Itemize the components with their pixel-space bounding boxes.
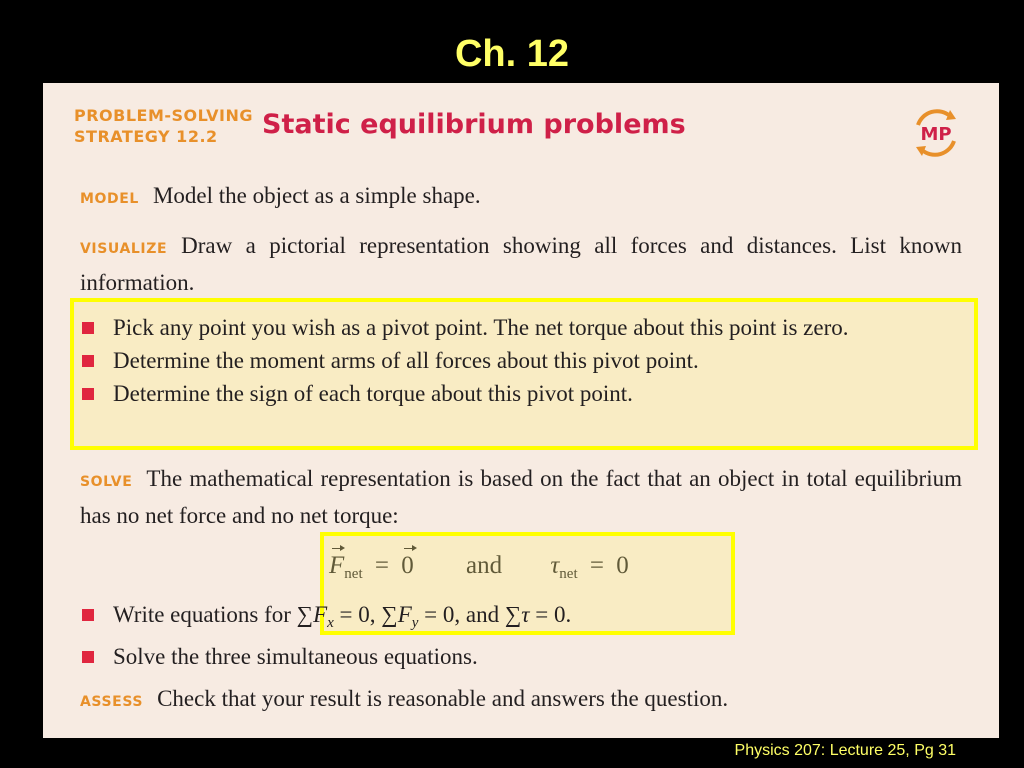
bullet-icon xyxy=(82,322,94,334)
bullet-icon xyxy=(82,651,94,663)
visualize-bullet-list xyxy=(80,311,962,410)
list-item xyxy=(80,344,962,377)
zero-vector-symbol: 0 xyxy=(401,546,414,586)
list-item xyxy=(80,598,962,640)
and-word: and xyxy=(465,552,503,579)
strategy-title: Static equilibrium problems xyxy=(262,109,686,140)
strategy-panel xyxy=(43,83,999,738)
list-item xyxy=(80,377,962,410)
strategy-label-line2: STRATEGY 12.2 xyxy=(74,127,218,146)
fy-symbol: F xyxy=(397,602,412,627)
sigma-symbol: ∑ xyxy=(381,602,398,627)
logo-text: MP xyxy=(920,124,952,145)
model-step xyxy=(80,179,962,216)
slide-title: Ch. 12 xyxy=(454,33,570,75)
bullet-text: Determine the sign of each torque about this pivot point. xyxy=(113,381,633,406)
bullet-icon xyxy=(82,609,94,621)
fx-symbol: F xyxy=(313,602,328,627)
force-subscript: net xyxy=(344,566,363,582)
fx-rest: = 0, xyxy=(333,602,382,627)
bullet-icon xyxy=(82,355,94,367)
visualize-text: Draw a pictorial representation showing all forces and distances. List known information. xyxy=(80,233,962,295)
sigma-symbol: ∑ xyxy=(504,602,522,627)
assess-text: Check that your result is reasonable and answers the question. xyxy=(157,686,729,711)
tau-symbol: τ xyxy=(521,602,530,627)
solve-tag: SOLVE xyxy=(80,474,133,490)
strategy-label xyxy=(74,105,253,147)
assess-tag: ASSESS xyxy=(80,694,144,710)
tau-rest: = 0. xyxy=(529,602,572,627)
force-vector-symbol: F xyxy=(329,546,344,586)
mastering-physics-logo-icon xyxy=(910,107,962,159)
torque-subscript: net xyxy=(559,566,578,582)
assess-step xyxy=(80,682,962,719)
bullet-text: Determine the moment arms of all forces about this pivot point. xyxy=(113,348,699,373)
visualize-step xyxy=(80,229,962,299)
strategy-label-line1: PROBLEM-SOLVING xyxy=(74,106,254,125)
bullet-icon xyxy=(82,388,94,400)
bullet-text: Solve the three simultaneous equations. xyxy=(113,644,478,669)
fx-subscript: x xyxy=(327,615,334,631)
equals-sign: = xyxy=(374,552,389,579)
slide-footer: Physics 207: Lecture 25, Pg 31 xyxy=(734,742,956,759)
list-item xyxy=(80,640,962,673)
solve-step xyxy=(80,462,962,532)
fy-subscript: y xyxy=(411,615,419,631)
model-text: Model the object as a simple shape. xyxy=(152,183,481,208)
list-item xyxy=(80,311,962,344)
solve-bullet-list xyxy=(80,598,962,673)
solve-text: The mathematical representation is based on the fact that an object in total equilibrium has no net force and no net torque: xyxy=(80,466,962,528)
bullet-text: Pick any point you wish as a pivot point. The net torque about this point is zero. xyxy=(113,315,849,340)
write-prefix: Write equations for xyxy=(113,602,297,627)
fy-rest: = 0, and xyxy=(418,602,505,627)
equals-sign: = xyxy=(589,552,604,579)
visualize-tag: VISUALIZE xyxy=(80,241,168,257)
torque-symbol: τ xyxy=(550,552,560,579)
torque-rhs: 0 xyxy=(616,552,629,579)
sigma-symbol: ∑ xyxy=(296,602,314,627)
model-tag: MODEL xyxy=(80,191,139,207)
